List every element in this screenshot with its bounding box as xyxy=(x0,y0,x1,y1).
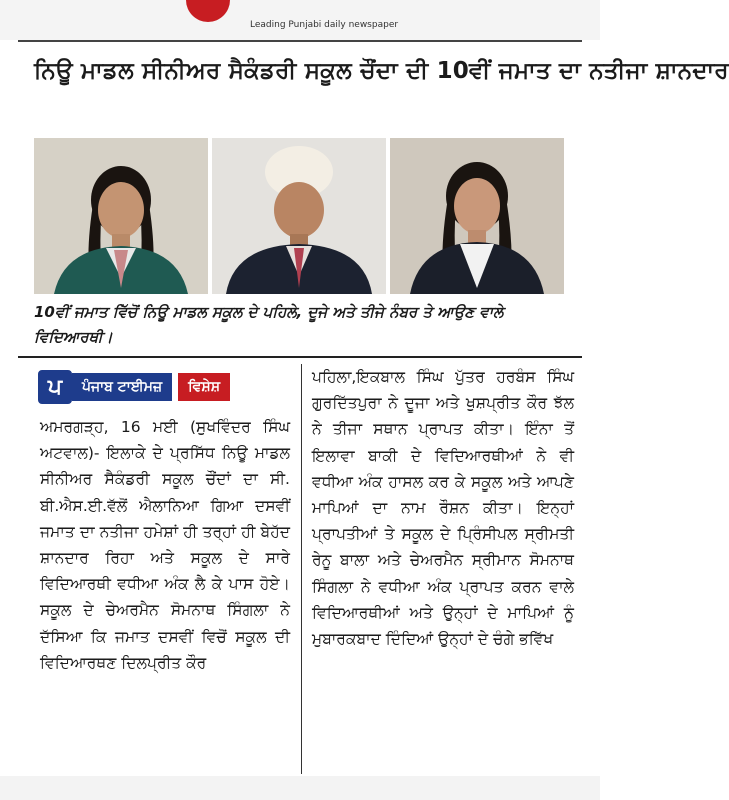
special-label: ਵਿਸ਼ੇਸ਼ xyxy=(178,373,230,401)
section-divider xyxy=(18,356,582,358)
photo-caption: 10ਵੀਂ ਜਮਾਤ ਵਿੱਚੋਂ ਨਿਊ ਮਾਡਲ ਸਕੂਲ ਦੇ ਪਹਿਲੇ, ਦੂਜੇ ਅਤੇ ਤੀਜੇ ਨੰਬਰ ਤੇ ਆਉਣ ਵਾਲੇ ਵਿਦਿਆਰਥੀ। xyxy=(34,303,504,346)
photo-student-3 xyxy=(390,138,564,294)
bottom-strip xyxy=(0,776,600,800)
masthead-tagline: Leading Punjabi daily newspaper xyxy=(250,20,399,30)
publication-badge xyxy=(38,370,230,404)
brand-name: ਪੰਜਾਬ ਟਾਈਮਜ਼ xyxy=(72,373,172,401)
photo-student-1 xyxy=(34,138,208,294)
photo-student-2 xyxy=(212,138,386,294)
brand-logo-icon: ਪ xyxy=(38,370,72,404)
article-column-right: ਪਹਿਲਾ,ਇਕਬਾਲ ਸਿੰਘ ਪੁੱਤਰ ਹਰਬੰਸ ਸਿੰਘ ਗੁਰਦਿੱਤਪੁਰਾ ਨੇ ਦੂਜਾ ਅਤੇ ਖੁਸ਼ਪ੍ਰੀਤ ਕੌਰ ਝੱਲ ਨੇ ਤੀਜਾ ਸਥਾਨ ਪ੍ਰਾਪਤ ਕੀਤਾ। ਇੰਨਾ ਤੋਂ ਇਲਾਵਾ ਬਾਕੀ ਦੇ ਵਿਦਿਆਰਥੀਆਂ ਨੇ ਵੀ ਵਧੀਆ ਅੰਕ ਹਾਸਲ ਕਰ ਕੇ ਸਕੂਲ ਅਤੇ ਆਪਣੇ ਮਾਪਿਆਂ ਦਾ ਨਾਮ ਰੌਸ਼ਨ ਕੀਤਾ। ਇਨ੍ਹਾਂ ਪ੍ਰਾਪਤੀਆਂ ਤੇ ਸਕੂਲ ਦੇ ਪ੍ਰਿੰਸੀਪਲ ਸ੍ਰੀਮਤੀ ਰੇਨੂ ਬਾਲਾ ਅਤੇ ਚੇਅਰਮੈਨ ਸ੍ਰੀਮਾਨ ਸੋਮਨਾਥ ਸਿੰਗਲਾ ਨੇ ਵਧੀਆ ਅੰਕ ਪ੍ਰਾਪਤ ਕਰਨ ਵਾਲੇ ਵਿਦਿਆਰਥੀਆਂ ਅਤੇ ਉਨ੍ਹਾਂ ਦੇ ਮਾਪਿਆਂ ਨੂੰ ਮੁਬਾਰਕਬਾਦ ਦਿੰਦਿਆਂ ਉਨ੍ਹਾਂ ਦੇ ਚੰਗੇ ਭਵਿੱਖ xyxy=(312,368,574,649)
column-divider xyxy=(301,364,302,774)
student-photos xyxy=(34,138,564,294)
top-divider xyxy=(18,40,582,42)
headline: ਨਿਊ ਮਾਡਲ ਸੀਨੀਅਰ ਸੈਕੰਡਰੀ ਸਕੂਲ ਚੌਂਦਾ ਦੀ 10ਵੀਂ ਜਮਾਤ ਦਾ ਨਤੀਜਾ ਸ਼ਾਨਦਾਰ xyxy=(34,58,729,84)
newspaper-logo xyxy=(186,0,230,22)
masthead-strip xyxy=(0,0,600,40)
article-column-left: ਅਮਰਗੜ੍ਹ, 16 ਮਈ (ਸੁਖਵਿੰਦਰ ਸਿੰਘ ਅਟਵਾਲ)- ਇਲਾਕੇ ਦੇ ਪ੍ਰਸਿੱਧ ਨਿਊ ਮਾਡਲ ਸੀਨੀਅਰ ਸੈਕੰਡਰੀ ਸਕੂਲ ਚੌਂਦਾਂ ਦਾ ਸੀ. ਬੀ.ਐਸ.ਈ.ਵੱਲੋਂ ਐਲਾਨਿਆ ਗਿਆ ਦਸਵੀਂ ਜਮਾਤ ਦਾ ਨਤੀਜਾ ਹਮੇਸ਼ਾਂ ਹੀ ਤਰ੍ਹਾਂ ਹੀ ਬੇਹੱਦ ਸ਼ਾਨਦਾਰ ਰਿਹਾ ਅਤੇ ਸਕੂਲ ਦੇ ਸਾਰੇ ਵਿਦਿਆਰਥੀ ਵਧੀਆ ਅੰਕ ਲੈ ਕੇ ਪਾਸ ਹੋਏ। ਸਕੂਲ ਦੇ ਚੇਅਰਮੈਨ ਸੋਮਨਾਥ ਸਿੰਗਲਾ ਨੇ ਦੱਸਿਆ ਕਿ ਜਮਾਤ ਦਸਵੀਂ ਵਿਚੋਂ ਸਕੂਲ ਦੀ ਵਿਦਿਆਰਥਣ ਦਿਲਪ੍ਰੀਤ ਕੌਰ xyxy=(40,418,290,672)
